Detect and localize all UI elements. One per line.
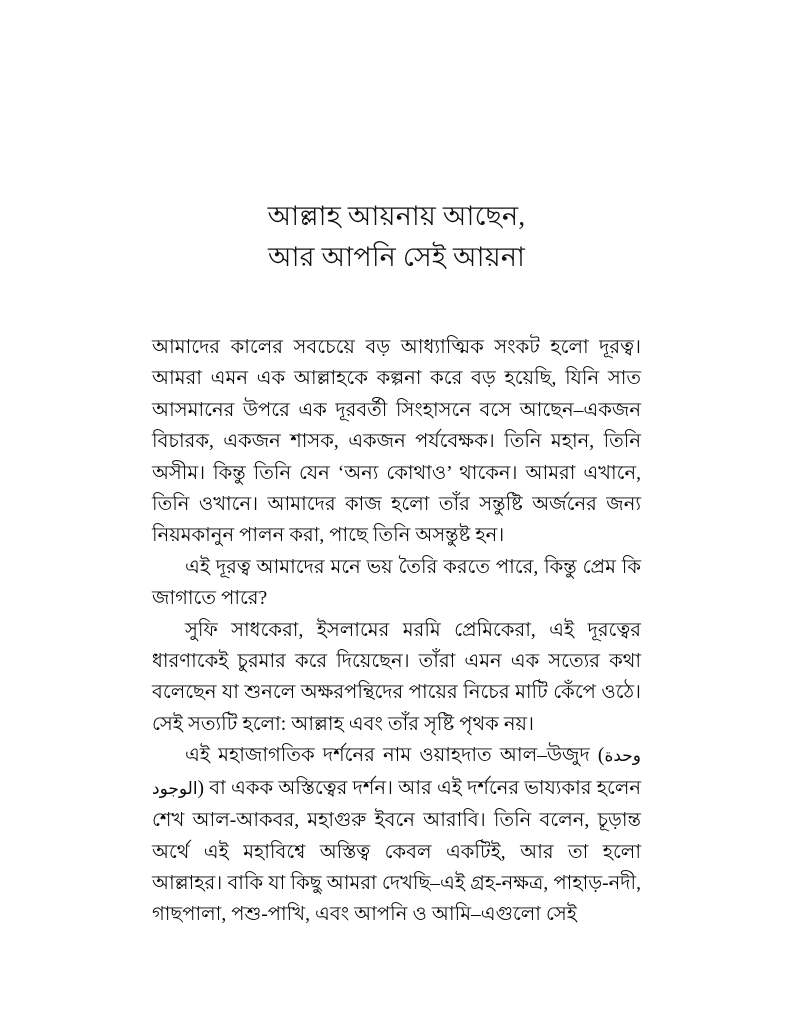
page-content-column [152, 0, 641, 931]
chapter-title-line-1: আল্লাহ আয়নায় আছেন, [267, 201, 526, 231]
chapter-title [152, 0, 641, 278]
paragraph-4-segment-after-arabic: ) বা একক অস্তিত্বের দর্শন। আর এই দর্শনের ভায্যকার হলেন শেখ আল-আকবর, মহাগুরু ইবনে আরাবি। তিনি বলেন, চূড়ান্ত অর্থে এই মহাবিশ্বে অস্তিত্ব কেবল একটিই, আর তা হলো আল্লাহর। বাকি যা কিছু আমরা দেখছি–এই গ্রহ-নক্ষত্র, পাহাড়-নদী, গাছপালা, পশু-পাখি, এবং আপনি ও আমি–এগুলো সেই [152, 777, 641, 926]
paragraph-2: এই দূরত্ব আমাদের মনে ভয় তৈরি করতে পারে, কিন্তু প্রেম কি জাগাতে পারে? [152, 556, 641, 610]
paragraph-4-segment-before-arabic: এই মহাজাগতিক দর্শনের নাম ওয়াহদাত আল–উজুদ ( [185, 745, 605, 767]
paragraph-4 [152, 740, 641, 930]
paragraph-3: সুফি সাধকেরা, ইসলামের মরমি প্রেমিকেরা, এই দূরত্বের ধারণাকেই চুরমার করে দিয়েছেন। তাঁরা এমন এক সত্যের কথা বলেছেন যা শুনলে অক্ষরপন্থিদের পায়ের নিচের মাটি কেঁপে ওঠে। সেই সত্যটি হলো: আল্লাহ এবং তাঁর সৃষ্টি পৃথক নয়। [152, 619, 641, 735]
paragraph-1: আমাদের কালের সবচেয়ে বড় আধ্যাত্মিক সংকট হলো দূরত্ব। আমরা এমন এক আল্লাহকে কল্পনা করে বড় হয়েছি, যিনি সাত আসমানের উপরে এক দূরবর্তী সিংহাসনে বসে আছেন–একজন বিচারক, একজন শাসক, একজন পর্যবেক্ষক। তিনি মহান, তিনি অসীম। কিন্তু তিনি যেন ‘অন্য কোথাও’ থাকেন। আমরা এখানে, তিনি ওখানে। আমাদের কাজ হলো তাঁর সন্তুষ্টি অর্জনের জন্য নিয়মকানুন পালন করা, পাছে তিনি অসন্তুষ্ট হন। [152, 337, 641, 547]
arabic-term-wahdat-al-wujud: وحدة الوجود [152, 746, 641, 799]
chapter-title-line-2: আর আপনি সেই আয়না [267, 242, 526, 272]
body-text-block [152, 332, 641, 931]
